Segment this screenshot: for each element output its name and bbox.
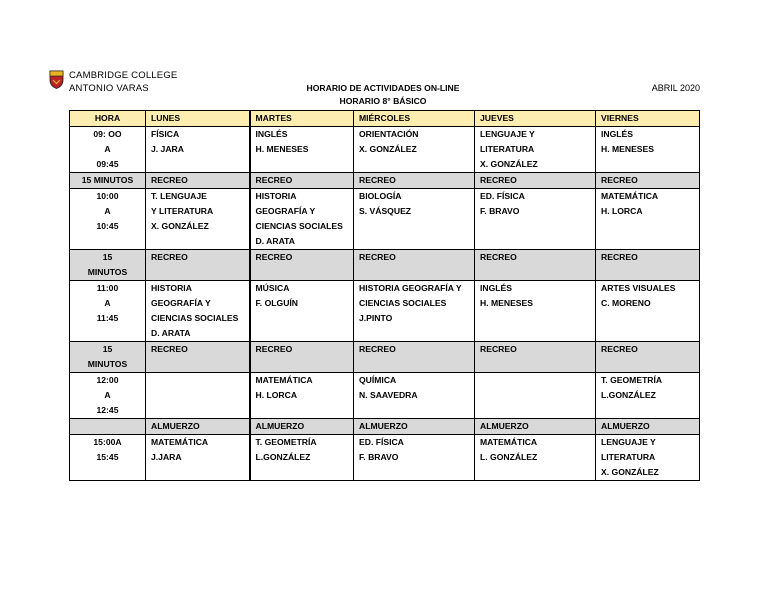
school-name-line-2: ANTONIO VARAS bbox=[69, 83, 149, 94]
cell-text: H. MENESES bbox=[480, 298, 534, 308]
cell-text: RECREO bbox=[359, 175, 396, 185]
cell-text: RECREO bbox=[151, 252, 188, 262]
time-text: 15 bbox=[102, 252, 113, 262]
cell-text: QUÍMICA bbox=[359, 375, 397, 385]
schedule-table bbox=[69, 110, 700, 481]
break-row bbox=[70, 250, 700, 281]
time-text: MINUTOS bbox=[87, 359, 128, 369]
cell-text: ALMUERZO bbox=[359, 421, 408, 431]
time-text: 10:00 bbox=[96, 191, 119, 201]
break-cell bbox=[146, 250, 250, 281]
cell-text: LENGUAJE Y bbox=[480, 129, 535, 139]
cell-text: RECREO bbox=[255, 175, 293, 185]
cell-text: HISTORIA bbox=[255, 191, 297, 201]
cell-text: ARTES VISUALES bbox=[601, 283, 676, 293]
class-row bbox=[70, 435, 700, 481]
cell-text: LITERATURA bbox=[480, 144, 535, 154]
subject-cell bbox=[250, 127, 354, 173]
cell-text: RECREO bbox=[601, 252, 638, 262]
school-name-line-1: CAMBRIDGE COLLEGE bbox=[69, 70, 178, 81]
cell-text: CIENCIAS SOCIALES bbox=[151, 313, 239, 323]
cell-text: LITERATURA bbox=[601, 452, 656, 462]
time-text: 11:00 bbox=[96, 283, 119, 293]
cell-text: J. JARA bbox=[151, 144, 184, 154]
time-cell bbox=[70, 189, 146, 250]
cell-text: RECREO bbox=[480, 252, 517, 262]
time-text: A bbox=[104, 144, 111, 154]
subject-cell bbox=[354, 373, 475, 419]
time-text: 09:45 bbox=[96, 159, 119, 169]
cell-text: T. LENGUAJE bbox=[151, 191, 207, 201]
cell-text: X. GONZÁLEZ bbox=[601, 467, 659, 477]
break-cell bbox=[354, 342, 475, 373]
cell-text: RECREO bbox=[359, 344, 396, 354]
subject-cell bbox=[475, 435, 596, 481]
cell-text: Y LITERATURA bbox=[151, 206, 214, 216]
time-text: 12:45 bbox=[96, 405, 119, 415]
subject-cell bbox=[475, 127, 596, 173]
subject-cell bbox=[146, 127, 250, 173]
cell-text: F. BRAVO bbox=[480, 206, 520, 216]
subject-cell bbox=[146, 435, 250, 481]
cell-text: INGLÉS bbox=[480, 283, 512, 293]
break-cell bbox=[250, 173, 354, 189]
cell-text: RECREO bbox=[480, 175, 517, 185]
break-cell bbox=[596, 173, 700, 189]
column-header-hora: HORA bbox=[70, 111, 146, 127]
time-text: MINUTOS bbox=[87, 267, 128, 277]
subject-cell bbox=[475, 281, 596, 342]
cell-text: ED. FÍSICA bbox=[359, 437, 404, 447]
cell-text: MATEMÁTICA bbox=[151, 437, 209, 447]
cell-text: MATEMÁTICA bbox=[601, 191, 659, 201]
break-cell bbox=[475, 419, 596, 435]
subject-cell bbox=[146, 281, 250, 342]
break-cell bbox=[146, 342, 250, 373]
cell-text: N. SAAVEDRA bbox=[359, 390, 418, 400]
time-cell bbox=[70, 127, 146, 173]
time-text: 15:00A bbox=[93, 437, 122, 447]
cell-text: RECREO bbox=[151, 175, 188, 185]
cell-text: BIOLOGÍA bbox=[359, 191, 402, 201]
column-header-day: LUNES bbox=[146, 111, 250, 127]
break-cell bbox=[250, 250, 354, 281]
time-cell bbox=[70, 281, 146, 342]
cell-text: ED. FÍSICA bbox=[480, 191, 525, 201]
time-cell bbox=[70, 173, 146, 189]
subject-cell bbox=[354, 189, 475, 250]
table-header-row bbox=[70, 111, 700, 127]
subject-cell bbox=[354, 281, 475, 342]
break-cell bbox=[146, 419, 250, 435]
cell-text: HISTORIA GEOGRAFÍA Y bbox=[359, 283, 462, 293]
cell-text: RECREO bbox=[601, 175, 638, 185]
time-text: A bbox=[104, 206, 111, 216]
column-header-day: MARTES bbox=[250, 111, 354, 127]
cell-text: MÚSICA bbox=[255, 283, 290, 293]
class-row bbox=[70, 373, 700, 419]
time-cell bbox=[70, 342, 146, 373]
break-cell bbox=[596, 342, 700, 373]
cell-text: X. GONZÁLEZ bbox=[480, 159, 538, 169]
break-row bbox=[70, 342, 700, 373]
cell-text: MATEMÁTICA bbox=[255, 375, 313, 385]
time-text: 15:45 bbox=[96, 452, 119, 462]
time-cell bbox=[70, 435, 146, 481]
break-cell bbox=[475, 342, 596, 373]
subject-cell bbox=[596, 435, 700, 481]
time-text: 15 MINUTOS bbox=[81, 175, 134, 185]
title-line-1: HORARIO DE ACTIVIDADES ON-LINE bbox=[306, 83, 460, 93]
cell-text: CIENCIAS SOCIALES bbox=[255, 221, 343, 231]
time-text: 12:00 bbox=[96, 375, 119, 385]
cell-text: J.PINTO bbox=[359, 313, 393, 323]
cell-text: L.GONZÁLEZ bbox=[255, 452, 311, 462]
cell-text: T. GEOMETRÍA bbox=[255, 437, 317, 447]
cell-text: ALMUERZO bbox=[601, 421, 650, 431]
subject-cell bbox=[250, 189, 354, 250]
subject-cell bbox=[354, 435, 475, 481]
time-text: 10:45 bbox=[96, 221, 119, 231]
break-cell bbox=[146, 173, 250, 189]
time-text: A bbox=[104, 298, 111, 308]
break-cell bbox=[354, 250, 475, 281]
class-row bbox=[70, 189, 700, 250]
cell-text: RECREO bbox=[359, 252, 396, 262]
cell-text: X. GONZÁLEZ bbox=[151, 221, 209, 231]
break-cell bbox=[596, 250, 700, 281]
cell-text: H. MENESES bbox=[601, 144, 655, 154]
cell-text: C. MORENO bbox=[601, 298, 651, 308]
break-cell bbox=[354, 173, 475, 189]
cell-text: MATEMÁTICA bbox=[480, 437, 538, 447]
time-text: 09: OO bbox=[93, 129, 122, 139]
subject-cell bbox=[596, 189, 700, 250]
time-text: 15 bbox=[102, 344, 113, 354]
column-header-day: MIÉRCOLES bbox=[354, 111, 475, 127]
cell-text: ALMUERZO bbox=[480, 421, 529, 431]
break-cell bbox=[475, 173, 596, 189]
school-crest-logo bbox=[49, 70, 64, 89]
cell-text: HISTORIA bbox=[151, 283, 192, 293]
time-cell bbox=[70, 250, 146, 281]
time-cell bbox=[70, 419, 146, 435]
subject-cell bbox=[250, 373, 354, 419]
school-name bbox=[69, 69, 177, 95]
cell-text: J.JARA bbox=[151, 452, 182, 462]
cell-text: INGLÉS bbox=[255, 129, 288, 139]
title-line-2: HORARIO 8° BÁSICO bbox=[339, 96, 427, 106]
class-row bbox=[70, 127, 700, 173]
cell-text: RECREO bbox=[151, 344, 188, 354]
cell-text: H. LORCA bbox=[601, 206, 643, 216]
break-cell bbox=[596, 419, 700, 435]
cell-text: FÍSICA bbox=[151, 129, 180, 139]
cell-text: X. GONZÁLEZ bbox=[359, 144, 417, 154]
cell-text: D. ARATA bbox=[151, 328, 191, 338]
subject-cell bbox=[354, 127, 475, 173]
cell-text: ALMUERZO bbox=[255, 421, 305, 431]
subject-cell bbox=[596, 281, 700, 342]
time-text: 11:45 bbox=[96, 313, 119, 323]
class-row bbox=[70, 281, 700, 342]
subject-cell bbox=[475, 189, 596, 250]
cell-text: CIENCIAS SOCIALES bbox=[359, 298, 447, 308]
subject-cell bbox=[250, 281, 354, 342]
cell-text: T. GEOMETRÍA bbox=[601, 375, 663, 385]
cell-text: RECREO bbox=[480, 344, 517, 354]
cell-text: GEOGRAFÍA Y bbox=[255, 206, 316, 216]
cell-text: D. ARATA bbox=[255, 236, 295, 246]
cell-text: F. BRAVO bbox=[359, 452, 399, 462]
cell-text: LENGUAJE Y bbox=[601, 437, 656, 447]
cell-text: H. MENESES bbox=[255, 144, 309, 154]
cell-text: L.GONZÁLEZ bbox=[601, 390, 656, 400]
break-cell bbox=[475, 250, 596, 281]
cell-text: GEOGRAFÍA Y bbox=[151, 298, 211, 308]
subject-cell bbox=[475, 373, 596, 419]
cell-text: L. GONZÁLEZ bbox=[480, 452, 538, 462]
cell-text: F. OLGUÍN bbox=[255, 298, 298, 308]
time-cell bbox=[70, 373, 146, 419]
break-cell bbox=[250, 419, 354, 435]
cell-text: INGLÉS bbox=[601, 129, 633, 139]
column-header-day: JUEVES bbox=[475, 111, 596, 127]
cell-text: H. LORCA bbox=[255, 390, 298, 400]
cell-text: RECREO bbox=[255, 344, 293, 354]
cell-text: ALMUERZO bbox=[151, 421, 200, 431]
subject-cell bbox=[146, 373, 250, 419]
break-cell bbox=[250, 342, 354, 373]
subject-cell bbox=[146, 189, 250, 250]
subject-cell bbox=[596, 127, 700, 173]
cell-text: RECREO bbox=[601, 344, 638, 354]
time-text: A bbox=[104, 390, 111, 400]
cell-text: ORIENTACIÓN bbox=[359, 129, 419, 139]
cell-text: RECREO bbox=[255, 252, 293, 262]
subject-cell bbox=[250, 435, 354, 481]
break-row bbox=[70, 173, 700, 189]
subject-cell bbox=[596, 373, 700, 419]
document-title bbox=[230, 82, 536, 108]
document-date: ABRIL 2020 bbox=[651, 83, 700, 93]
break-row bbox=[70, 419, 700, 435]
cell-text: S. VÁSQUEZ bbox=[359, 206, 412, 216]
column-header-day: VIERNES bbox=[596, 111, 700, 127]
break-cell bbox=[354, 419, 475, 435]
